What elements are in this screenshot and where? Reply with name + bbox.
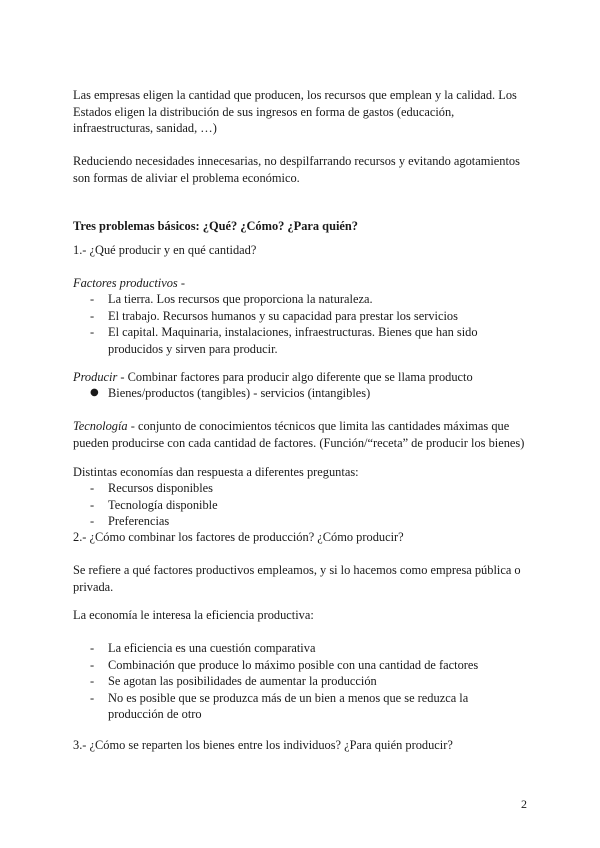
list-item	[73, 385, 525, 402]
list-item	[73, 690, 525, 723]
list-item	[73, 497, 525, 514]
producir-term: Producir	[73, 370, 118, 384]
economias-list	[73, 480, 525, 530]
factores-rest: -	[177, 276, 185, 290]
list-item	[73, 480, 525, 497]
factores-list	[73, 291, 525, 357]
list-item-text: No es posible que se produzca más de un bien a menos que se reduzca la producción de otro	[108, 690, 469, 721]
eficiencia-list	[73, 640, 525, 723]
producir-list	[73, 385, 525, 402]
tecnologia-term: Tecnología	[73, 419, 128, 433]
section-heading: Tres problemas básicos: ¿Qué? ¿Cómo? ¿Para quién?	[73, 219, 358, 233]
dash-marker: -	[90, 325, 95, 339]
dash-marker: -	[90, 690, 95, 705]
dash-marker: -	[90, 497, 95, 512]
list-item-text: Recursos disponibles	[108, 481, 213, 495]
dash-marker: -	[90, 514, 95, 528]
factores-label	[73, 275, 525, 292]
dash-marker: -	[90, 292, 95, 306]
eficiencia-intro: La economía le interesa la eficiencia productiva:	[73, 608, 314, 622]
list-item-text: Combinación que produce lo máximo posible con una cantidad de factores	[108, 657, 479, 672]
list-item-text: El capital. Maquinaria, instalaciones, infraestructuras. Bienes que han sido producidos y sirven para producir.	[108, 325, 478, 356]
producir-definition	[73, 369, 525, 386]
tecnologia-rest: - conjunto de conocimientos técnicos que limita las cantidades máximas que pueden producirse con cada cantidad de factores. (Función/“receta” de producir los bienes)	[73, 419, 525, 450]
factores-term: Factores productivos	[73, 276, 178, 290]
list-item	[73, 324, 525, 357]
tecnologia-definition	[73, 418, 525, 451]
intro-paragraph-2: Reduciendo necesidades innecesarias, no despilfarrando recursos y evitando agotamientos son formas de aliviar el problema económico.	[73, 154, 520, 185]
list-item-text: La eficiencia es una cuestión comparativa	[108, 641, 316, 655]
list-item-text: Tecnología disponible	[108, 497, 218, 512]
bullet-marker: ●	[90, 387, 99, 398]
q2-paragraph: Se refiere a qué factores productivos empleamos, y si lo hacemos como empresa pública o privada.	[73, 563, 521, 594]
list-item	[73, 640, 525, 657]
intro-paragraph-1: Las empresas eligen la cantidad que producen, los recursos que emplean y la calidad. Los Estados eligen la distribución de sus ingresos en forma de gastos (educación, infraestructuras, sanidad, …)	[73, 88, 517, 135]
question-3: 3.- ¿Cómo se reparten los bienes entre los individuos? ¿Para quién producir?	[73, 738, 453, 752]
producir-rest: - Combinar factores para producir algo diferente que se llama producto	[117, 370, 473, 384]
list-item-text: El trabajo. Recursos humanos y su capacidad para prestar los servicios	[108, 308, 458, 323]
dash-marker: -	[90, 481, 95, 495]
economias-intro: Distintas economías dan respuesta a diferentes preguntas:	[73, 465, 359, 479]
page-number: 2	[521, 797, 527, 811]
dash-marker: -	[90, 674, 95, 688]
list-item	[73, 657, 525, 674]
list-item-text: La tierra. Los recursos que proporciona la naturaleza.	[108, 292, 373, 306]
list-item	[73, 673, 525, 690]
question-2: 2.- ¿Cómo combinar los factores de producción? ¿Cómo producir?	[73, 530, 404, 544]
dash-marker: -	[90, 308, 95, 323]
list-item	[73, 308, 525, 325]
dash-marker: -	[90, 657, 95, 672]
dash-marker: -	[90, 641, 95, 655]
list-item	[73, 513, 525, 530]
list-item-text: Bienes/productos (tangibles) - servicios (intangibles)	[108, 386, 371, 400]
list-item-text: Se agotan las posibilidades de aumentar la producción	[108, 674, 377, 688]
list-item-text: Preferencias	[108, 514, 170, 528]
list-item	[73, 291, 525, 308]
question-1: 1.- ¿Qué producir y en qué cantidad?	[73, 243, 257, 257]
